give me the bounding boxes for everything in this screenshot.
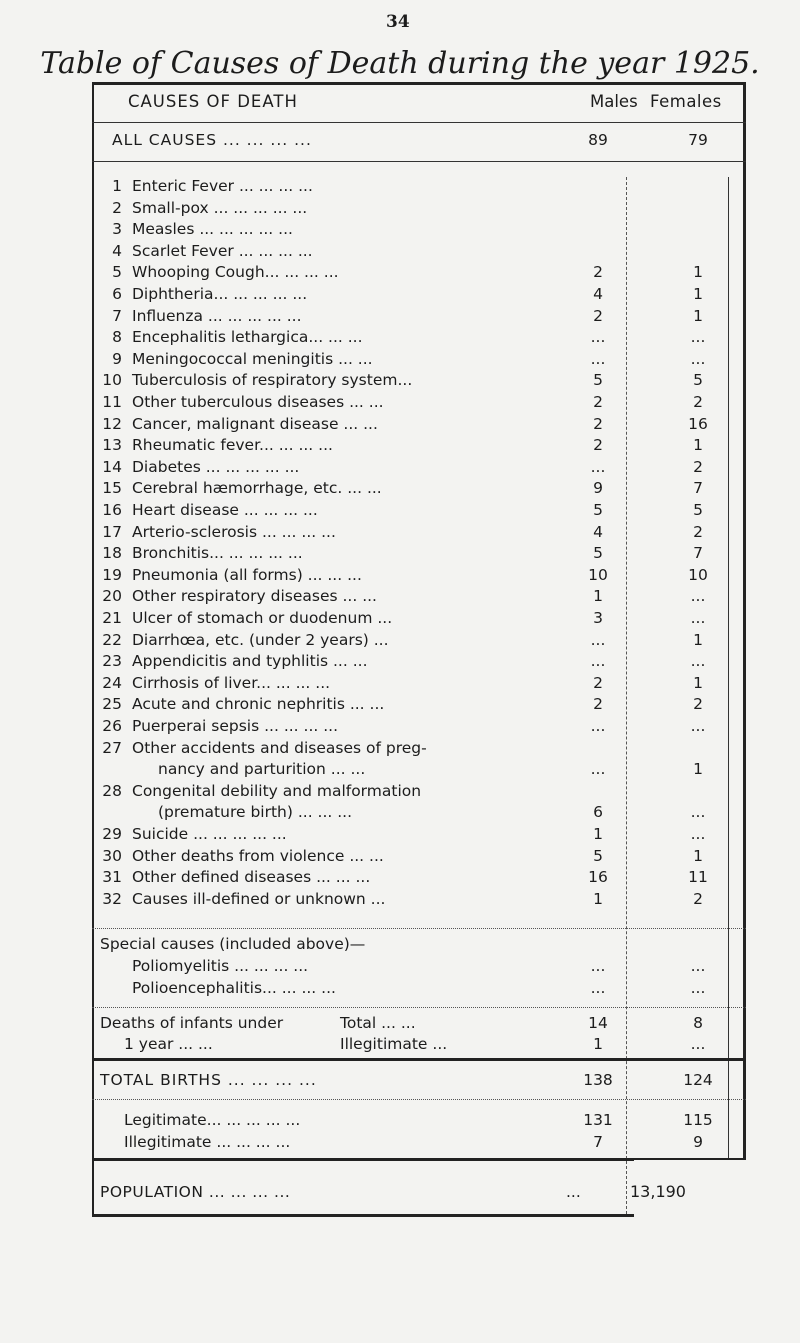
cause-label: Cirrhosis of liver... ... ... ... [132,673,331,692]
all-causes-divider [92,161,746,162]
cause-males: 2 [593,673,603,692]
cause-number: 6 [112,285,122,303]
cause-label: Influenza ... ... ... ... ... [132,306,302,325]
cause-row [100,499,740,521]
cause-males: 4 [593,522,603,541]
cause-label: Other defined diseases ... ... ... [132,868,371,887]
special-label: Polioencephalitis... ... ... ... [132,979,336,997]
cause-row [100,801,740,823]
cause-label: Appendicitis and typhlitis ... ... [132,652,368,671]
cause-females: 1 [693,263,703,282]
cause-females: ... [690,717,706,735]
cause-row [100,218,740,240]
cause-males: 5 [593,846,603,865]
cause-males: 2 [593,695,603,714]
cause-row [100,542,740,564]
cause-males: 2 [593,393,603,411]
cause-females: 2 [693,457,703,476]
cause-row [100,391,740,413]
all-causes-males: 89 [588,131,608,149]
cause-row [100,434,740,456]
cause-row [100,261,740,283]
cause-females: ... [690,803,706,822]
cause-number: 16 [102,501,122,519]
cause-females: 16 [688,414,708,433]
cause-label: Encephalitis lethargica... ... ... [132,328,363,347]
cause-row [100,650,740,672]
causes-column-header: CAUSES OF DEATH [128,92,298,111]
cause-number: 31 [102,868,122,887]
infants-illegitimate-males: 1 [593,1035,603,1053]
cause-number: 30 [102,846,122,865]
cause-label: Congenital debility and malformation [132,781,422,800]
births-divider [92,1058,746,1061]
cause-number: 12 [102,414,122,433]
cause-number: 7 [112,306,122,325]
total-births-males: 138 [583,1071,613,1089]
cause-row [100,456,740,478]
cause-row [100,672,740,694]
cause-row [100,585,740,607]
special-females: ... [690,979,706,997]
total-births-label: TOTAL BIRTHS ... ... ... ... [100,1071,317,1089]
infants-total-males: 14 [588,1014,608,1032]
all-causes-label: ALL CAUSES ... ... ... ... [112,131,312,149]
total-births-row [100,1069,740,1091]
cause-label: Causes ill-defined or unknown ... [132,889,386,908]
cause-number: 27 [102,738,122,757]
special-label: Poliomyelitis ... ... ... ... [132,957,309,975]
cause-row [100,780,740,802]
cause-label: Scarlet Fever ... ... ... ... [132,241,313,260]
cause-females: 1 [693,285,703,303]
cause-label: nancy and parturition ... ... [158,760,366,779]
cause-number: 14 [102,457,122,476]
legitimate-males: 131 [583,1111,613,1129]
cause-number: 19 [102,565,122,584]
cause-females: 2 [693,522,703,541]
legitimate-row [100,1109,740,1131]
cause-row [100,369,740,391]
cause-label: Arterio-sclerosis ... ... ... ... [132,522,336,541]
special-heading: Special causes (included above)— [100,935,366,953]
cause-females: ... [690,609,706,627]
total-births-females: 124 [683,1071,713,1089]
cause-males: ... [590,349,606,368]
header-divider [92,122,746,123]
special-divider [92,928,746,929]
infants-total-females: 8 [693,1014,703,1032]
special-males: ... [590,957,606,975]
cause-number: 28 [102,781,122,800]
cause-number: 3 [112,220,122,239]
cause-row [100,866,740,888]
illegitimate-males: 7 [593,1133,603,1151]
cause-label: Other deaths from violence ... ... [132,846,384,865]
infants-total-row [100,1012,740,1034]
cause-number: 15 [102,479,122,498]
population-value: 13,190 [630,1182,686,1201]
cause-row [100,477,740,499]
cause-row [100,348,740,370]
cause-females: 1 [693,436,703,455]
cause-row [100,888,740,910]
cause-label: Cancer, malignant disease ... ... [132,414,378,433]
cause-number: 25 [102,695,122,714]
cause-row [100,326,740,348]
cause-number: 11 [102,393,122,411]
cause-number: 8 [112,328,122,347]
males-column-header: Males [590,92,638,111]
cause-number: 26 [102,717,122,735]
cause-males: ... [590,630,606,649]
infants-illegitimate-label: Illegitimate ... [340,1035,448,1053]
infants-label-line2: 1 year ... ... [124,1035,213,1053]
cause-number: 18 [102,544,122,563]
illegitimate-row [100,1131,740,1153]
cause-label: Diphtheria... ... ... ... ... [132,285,308,303]
cause-label: Other tuberculous diseases ... ... [132,393,384,411]
cause-row [100,693,740,715]
cause-males: 1 [593,889,603,908]
cause-males: 4 [593,285,603,303]
special-heading-row [100,933,740,955]
cause-females: ... [690,652,706,671]
cause-females: 7 [693,479,703,498]
infants-label-line1: Deaths of infants under [100,1014,284,1032]
population-row [100,1181,740,1203]
cause-males: ... [590,760,606,779]
cause-males: 5 [593,544,603,563]
cause-label: Ulcer of stomach or duodenum ... [132,609,393,627]
cause-number: 10 [102,371,122,390]
cause-label: Suicide ... ... ... ... ... [132,825,287,843]
cause-label: Enteric Fever ... ... ... ... [132,177,313,195]
cause-number: 21 [102,609,122,627]
page-title: Table of Causes of Death during the year 1925. [40,46,760,81]
cause-males: ... [590,652,606,671]
cause-label: Puerperai sepsis ... ... ... ... [132,717,339,735]
cause-row [100,521,740,543]
cause-row [100,197,740,219]
cause-females: 11 [688,868,708,887]
cause-label: Other accidents and diseases of preg- [132,738,427,757]
cause-males: 5 [593,501,603,519]
special-females: ... [690,957,706,975]
cause-males: ... [590,328,606,347]
cause-row [100,737,740,759]
cause-males: 2 [593,263,603,282]
cause-males: 5 [593,371,603,390]
cause-females: ... [690,587,706,606]
cause-number: 32 [102,889,122,908]
cause-row [100,607,740,629]
cause-number: 5 [112,263,122,282]
cause-number: 23 [102,652,122,671]
cause-males: 6 [593,803,603,822]
cause-number: 4 [112,241,122,260]
page-number: 34 [386,12,410,32]
cause-label: Meningococcal meningitis ... ... [132,349,373,368]
cause-number: 29 [102,825,122,843]
cause-label: Whooping Cough... ... ... ... [132,263,339,282]
cause-number: 2 [112,198,122,217]
illegitimate-females: 9 [693,1133,703,1151]
cause-males: 16 [588,868,608,887]
cause-label: Diabetes ... ... ... ... ... [132,457,300,476]
infants-illegitimate-row [100,1033,740,1055]
cause-label: Small-pox ... ... ... ... ... [132,198,308,217]
cause-row [100,305,740,327]
cause-males: 3 [593,609,603,627]
cause-number: 1 [112,177,122,195]
cause-label: Other respiratory diseases ... ... [132,587,377,606]
cause-females: 1 [693,673,703,692]
cause-row [100,283,740,305]
cause-row [100,240,740,262]
cause-males: 2 [593,306,603,325]
illegitimate-label: Illegitimate ... ... ... ... [124,1133,291,1151]
cause-label: Heart disease ... ... ... ... [132,501,318,519]
cause-row [100,564,740,586]
cause-label: Pneumonia (all forms) ... ... ... [132,565,362,584]
cause-row [100,845,740,867]
cause-males: 10 [588,565,608,584]
cause-males: 9 [593,479,603,498]
cause-number: 22 [102,630,122,649]
cause-row [100,413,740,435]
cause-females: 1 [693,630,703,649]
cause-number: 9 [112,349,122,368]
cause-label: Acute and chronic nephritis ... ... [132,695,385,714]
cause-females: ... [690,328,706,347]
infants-divider [92,1007,746,1008]
cause-label: Diarrhœa, etc. (under 2 years) ... [132,630,389,649]
cause-number: 24 [102,673,122,692]
births-detail-divider [92,1099,746,1100]
cause-females: 2 [693,889,703,908]
cause-females: 2 [693,695,703,714]
cause-label: Rheumatic fever... ... ... ... [132,436,333,455]
all-causes-row [100,129,740,151]
cause-label: Bronchitis... ... ... ... ... [132,544,303,563]
females-column-header: Females [650,92,722,111]
cause-females: 1 [693,846,703,865]
cause-females: 2 [693,393,703,411]
cause-row [100,175,740,197]
cause-row [100,823,740,845]
legitimate-females: 115 [683,1111,713,1129]
cause-males: 1 [593,587,603,606]
cause-row [100,629,740,651]
cause-label: (premature birth) ... ... ... [158,803,353,822]
cause-females: ... [690,349,706,368]
cause-males: ... [590,717,606,735]
special-row [100,977,740,999]
legitimate-label: Legitimate... ... ... ... ... [124,1111,301,1129]
cause-females: 5 [693,501,703,519]
cause-females: 7 [693,544,703,563]
population-label: POPULATION ... ... ... ... [100,1183,291,1201]
cause-label: Cerebral hæmorrhage, etc. ... ... [132,479,382,498]
infants-total-label: Total ... ... [340,1014,416,1032]
cause-females: 5 [693,371,703,390]
cause-males: ... [590,457,606,476]
cause-females: 10 [688,565,708,584]
special-row [100,955,740,977]
cause-females: 1 [693,760,703,779]
infants-illegitimate-females: ... [690,1035,706,1053]
cause-row [100,715,740,737]
cause-number: 13 [102,436,122,455]
cause-males: 1 [593,825,603,843]
cause-label: Tuberculosis of respiratory system... [132,371,413,390]
cause-females: ... [690,825,706,843]
cause-number: 17 [102,522,122,541]
all-causes-females: 79 [688,131,708,149]
cause-row [100,758,740,780]
special-males: ... [590,979,606,997]
cause-females: 1 [693,306,703,325]
cause-number: 20 [102,587,122,606]
population-dots: ... [566,1183,581,1201]
cause-label: Measles ... ... ... ... ... [132,220,293,239]
cause-males: 2 [593,414,603,433]
cause-males: 2 [593,436,603,455]
